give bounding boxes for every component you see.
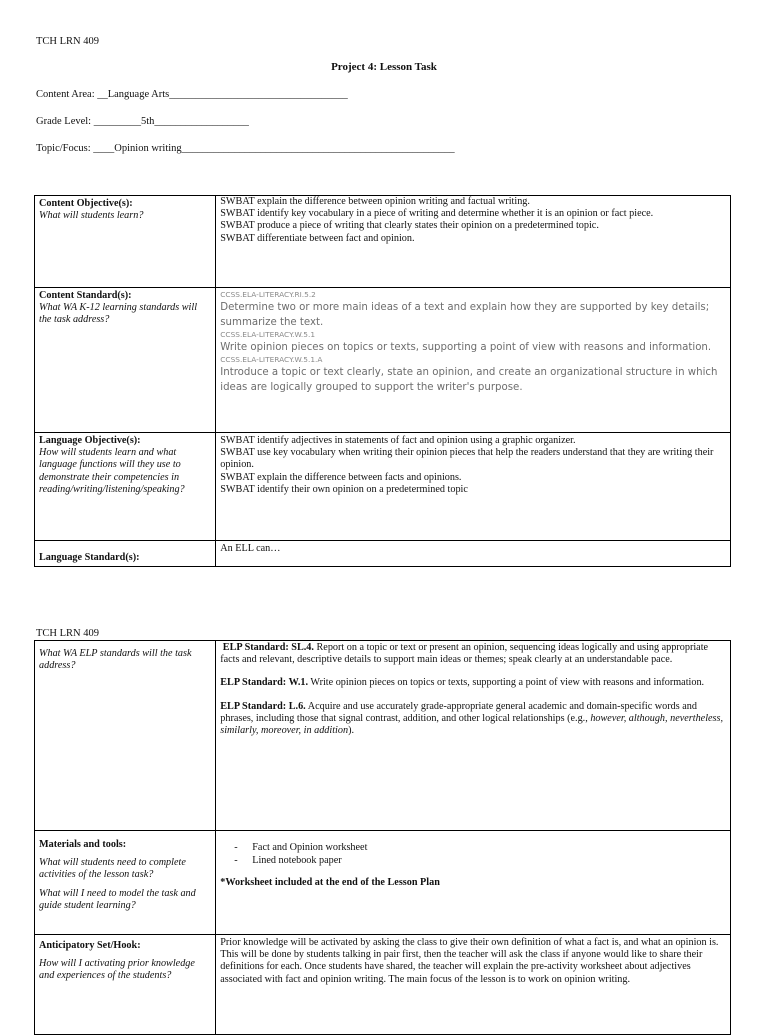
lesson-table-2 [34,640,731,1035]
language-objectives-question: How will students learn and what language functions will they use to demonstrate their competencies in reading/writing/listening/speaking? [39,447,185,495]
language-objectives-cell [216,433,731,541]
content-objective-item: SWBAT identify key vocabulary in a piece of writing and determine whether it is an opinion or fact piece. [220,208,654,220]
language-standards-row [35,541,731,567]
anticipatory-text: Prior knowledge will be activated by asking the class to give their own definition of what a fact is, and what an opinion is. This will be done by students talking in pair first, then the teacher will ask the class if anyone would like to share their definitions for each. Once students have shared, the teacher will explain the pre-activity worksheet about adjectives associated with fact and opinion writing. The main focus of the lesson is to work on opinion writing. [220,937,719,985]
language-objectives-row [35,433,731,541]
materials-list [220,841,726,867]
course-code-page2: TCH LRN 409 [36,628,99,639]
topic-focus-line: Topic/Focus: ____Opinion writing____________________________________________________ [36,143,455,154]
content-objective-item: SWBAT explain the difference between opinion writing and factual writing. [220,196,530,207]
elp-sl4-label: ELP Standard: SL.4. [222,642,314,653]
elp-l6-label: ELP Standard: L.6. [220,700,306,712]
content-objectives-cell [216,196,731,288]
language-standards-cell [216,541,731,567]
materials-label: Materials and tools: [39,839,127,850]
elp-w1-label: ELP Standard: W.1. [220,677,309,689]
content-area-line: Content Area: __Language Arts__________________________________ [36,89,348,100]
anticipatory-cell [216,935,731,1035]
project-title: Project 4: Lesson Task [331,61,437,73]
elp-standards-cell [216,641,731,831]
elp-sl4-text: Report on a topic or text or present an opinion, sequencing ideas logically and using appropriate facts and relevant, descriptive details to support main ideas or themes; speak clearly at an understandable pace. [220,642,709,666]
content-objectives-row [35,196,731,288]
materials-question-1: What will students need to complete activities of the lesson task? [39,857,186,881]
materials-cell [216,831,731,935]
elp-w1-text: Write opinion pieces on topics or texts, supporting a point of view with reasons and information. [308,677,705,689]
language-standards-text: An ELL can… [220,543,281,554]
elp-standard-sl4 [220,642,726,666]
anticipatory-label: Anticipatory Set/Hook: [39,940,141,951]
content-objectives-label: Content Objective(s): [39,198,133,209]
language-objective-item: SWBAT identify adjectives in statements of fact and opinion using a graphic organizer. [220,435,576,446]
elp-l6-text: Acquire and use accurately grade-appropriate general academic and domain-specific words and phrases, including those that signal contrast, addition, and other logical relationships (e.g., [220,700,697,724]
materials-question-2: What will I need to model the task and guide student learning? [39,887,196,911]
content-objective-item: SWBAT differentiate between fact and opinion. [220,232,415,244]
language-objective-item: SWBAT use key vocabulary when writing their opinion pieces that help the readers understand that they are writing their opinion. [220,447,714,471]
elp-standard-l6 [220,701,726,738]
language-objectives-label-cell [35,433,216,541]
content-standards-question: What WA K-12 learning standards will the task address? [39,302,198,326]
language-objectives-label: Language Objective(s): [39,435,141,446]
materials-label-cell [35,831,216,935]
elp-question: What WA ELP standards will the task address? [39,648,192,672]
elp-label-cell [35,641,216,831]
materials-row [35,831,731,935]
anticipatory-label-cell [35,935,216,1035]
standard-text: Determine two or more main ideas of a text and explain how they are supported by key details; summarize the text. [220,302,710,328]
language-objective-item: SWBAT identify their own opinion on a predetermined topic [220,483,468,495]
language-objective-item: SWBAT explain the difference between facts and opinions. [220,471,462,483]
standard-text: Write opinion pieces on topics or texts, supporting a point of view with reasons and information. [220,342,712,353]
worksheet-note: *Worksheet included at the end of the Lesson Plan [220,877,440,888]
standard-text: Introduce a topic or text clearly, state an opinion, and create an organizational structure in which ideas are logically grouped to support the writer's purpose. [220,367,718,393]
grade-level-line: Grade Level: _________5th__________________ [36,116,249,127]
standard-code: CCSS.ELA-LITERACY.W.5.1.A [220,355,323,364]
content-standards-label-cell [35,288,216,433]
standard-code: CCSS.ELA-LITERACY.W.5.1 [220,330,316,339]
elp-standard-w1 [220,677,726,689]
content-objectives-label-cell [35,196,216,288]
anticipatory-question: How will I activating prior knowledge and experiences of the students? [39,958,195,982]
materials-item: - Lined notebook paper [234,854,726,867]
course-code: TCH LRN 409 [36,36,99,47]
content-standards-label: Content Standard(s): [39,290,132,301]
standard-code: CCSS.ELA-LITERACY.RI.5.2 [220,290,316,299]
elp-standards-row [35,641,731,831]
lesson-table-1 [34,195,731,567]
elp-l6-end: ). [348,725,355,737]
anticipatory-row [35,935,731,1035]
language-standards-label-cell [35,541,216,567]
elp-l6-examples: however, although, nevertheless, similarly, moreover, in addition [220,712,724,737]
content-objective-item: SWBAT produce a piece of writing that clearly states their opinion on a predetermined topic. [220,220,599,232]
content-standards-row [35,288,731,433]
content-standards-cell [216,288,731,433]
content-objectives-question: What will students learn? [39,210,144,222]
materials-item: - Fact and Opinion worksheet [234,841,726,854]
language-standards-label: Language Standard(s): [39,551,140,563]
